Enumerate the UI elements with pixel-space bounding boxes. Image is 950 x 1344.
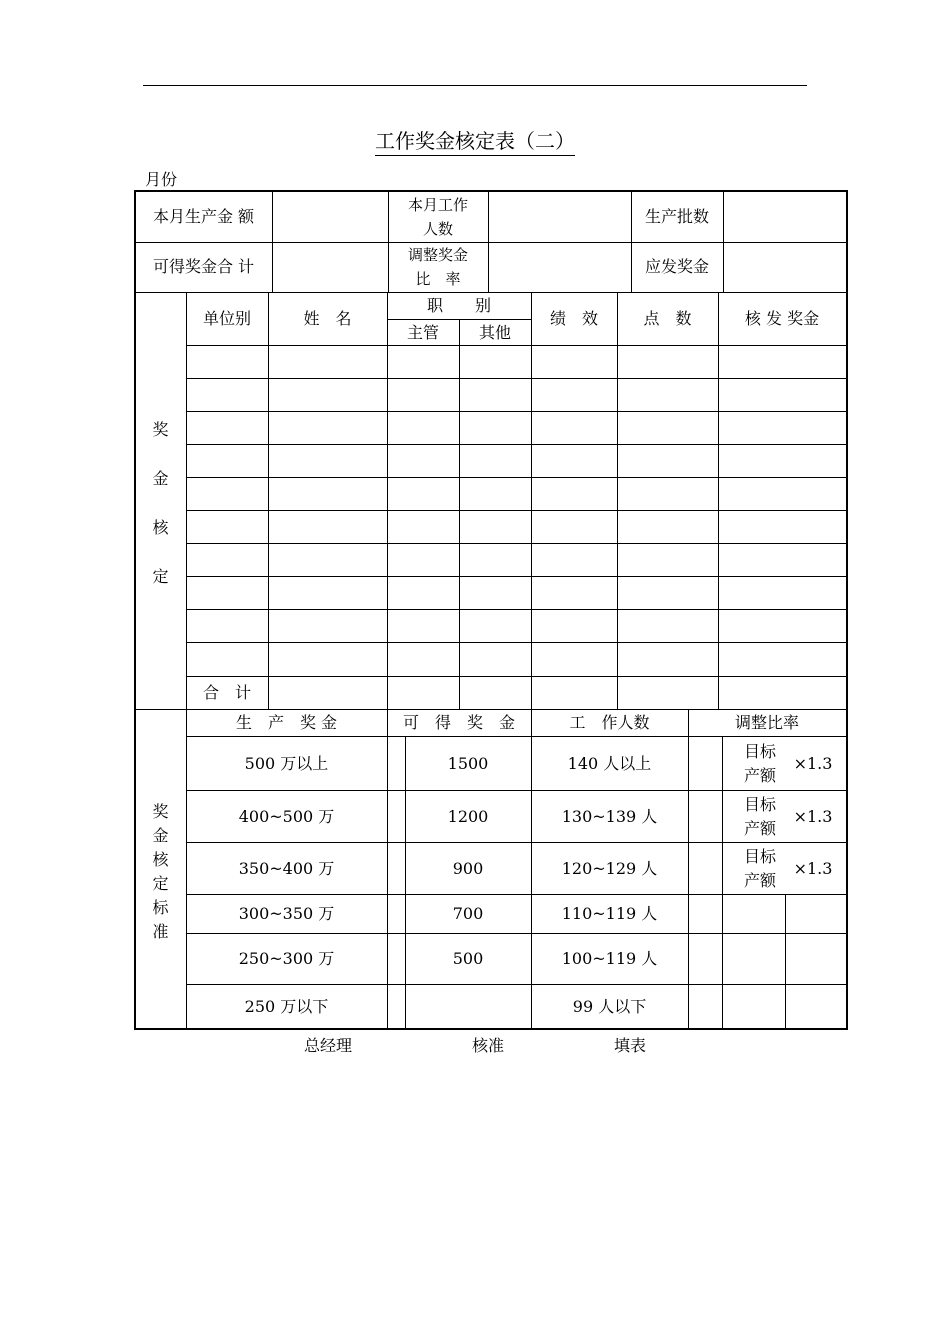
std-ratio-label: 目标 产额 (743, 741, 776, 785)
production-amount-label: 本月生产金 额 (152, 206, 255, 226)
bonus-col-points (718, 292, 719, 709)
std-ratio-value: ×1.3 (793, 806, 833, 826)
std-header-workers: 工 作人数 (569, 713, 650, 732)
std-col-3 (688, 709, 689, 1028)
bonus-row-line (186, 411, 847, 412)
footer-general-manager: 总经理 (304, 1036, 353, 1055)
top-col-5 (723, 191, 724, 292)
std-workers: 130~139 人 (561, 806, 658, 826)
side-char: 定 (152, 567, 169, 586)
std-available: 1200 (447, 806, 489, 826)
std-workers: 99 人以下 (572, 996, 647, 1016)
side-char: 核 (152, 849, 169, 869)
std-available (405, 985, 531, 1028)
std-col-inner-c (785, 894, 786, 1028)
std-workers: 120~129 人 (561, 858, 658, 878)
bonus-col-other (531, 292, 532, 709)
top-col-3 (488, 191, 489, 292)
bonus-row-line (186, 477, 847, 478)
side-char: 金 (152, 825, 169, 845)
bonus-row-line (186, 642, 847, 643)
bonus-col-unit (268, 292, 269, 709)
std-workers: 110~119 人 (561, 904, 658, 923)
std-available: 900 (452, 858, 484, 878)
bonus-side-label (135, 402, 186, 602)
side-char: 奖 (152, 420, 169, 439)
std-ratio-label: 目标 产额 (743, 794, 776, 838)
bonus-row-line (186, 444, 847, 445)
top-col-1 (272, 191, 273, 292)
table-border-bottom (134, 1028, 848, 1030)
side-char: 定 (152, 873, 169, 893)
footer-approve: 核准 (472, 1036, 505, 1055)
bonus-row-line (186, 543, 847, 544)
std-ratio-value: ×1.3 (793, 858, 833, 878)
payable-bonus-label: 应发奖金 (644, 257, 709, 276)
std-workers: 140 人以上 (567, 753, 652, 773)
bonus-total-label: 合 计 (202, 683, 251, 702)
total-bonus-label: 可得奖金合 计 (152, 257, 255, 276)
std-ratio-value: ×1.3 (793, 753, 833, 773)
bonus-row-line (186, 345, 847, 346)
production-batch-label: 生产批数 (644, 206, 709, 226)
std-production: 250 万以下 (244, 996, 329, 1016)
std-available: 700 (452, 904, 484, 923)
std-available: 1500 (447, 753, 489, 773)
bonus-row-line (186, 609, 847, 610)
std-production: 500 万以上 (244, 753, 329, 773)
bonus-row-line (186, 510, 847, 511)
header-points: 点 数 (643, 309, 692, 328)
footer-fill: 填表 (614, 1036, 647, 1055)
header-performance: 绩 效 (549, 309, 598, 328)
header-unit: 单位别 (202, 309, 251, 328)
std-col-1 (387, 709, 388, 1028)
std-production: 400~500 万 (238, 806, 335, 826)
std-ratio-label: 目标 产额 (743, 846, 776, 890)
std-header-production: 生 产 奖 金 (235, 713, 338, 732)
workers-count-label: 本月工作 人数 (407, 195, 468, 238)
title-text: 工作奖金核定表（二） (375, 129, 575, 156)
bonus-row-line (186, 576, 847, 577)
side-char: 奖 (152, 801, 169, 821)
header-name: 姓 名 (303, 309, 352, 328)
std-production: 350~400 万 (238, 858, 335, 878)
bonus-col-name (387, 292, 388, 709)
table-border-right (846, 190, 848, 1030)
bonus-row-line (186, 676, 847, 677)
header-issued-bonus: 核 发 奖金 (744, 309, 820, 328)
adjust-ratio-label: 调整奖金 比 率 (407, 246, 468, 288)
header-position: 职 别 (426, 296, 491, 315)
std-production: 300~350 万 (238, 904, 335, 923)
page-title (0, 125, 950, 154)
bonus-row-line (186, 378, 847, 379)
side-char: 金 (152, 469, 169, 488)
header-supervisor: 主管 (406, 322, 439, 342)
std-header-available: 可 得 奖 金 (402, 713, 515, 732)
side-char: 准 (152, 921, 169, 941)
header-other: 其他 (478, 322, 511, 342)
std-header-ratio: 调整比率 (734, 713, 799, 732)
side-char: 标 (152, 897, 169, 917)
std-available: 500 (452, 949, 484, 968)
std-workers: 100~119 人 (561, 949, 658, 968)
std-production: 250~300 万 (238, 949, 335, 968)
standard-side-label (135, 795, 186, 945)
bonus-col-perf (617, 292, 618, 709)
month-label: 月份 (145, 170, 178, 189)
side-char: 核 (152, 518, 169, 537)
header-rule (143, 85, 807, 86)
